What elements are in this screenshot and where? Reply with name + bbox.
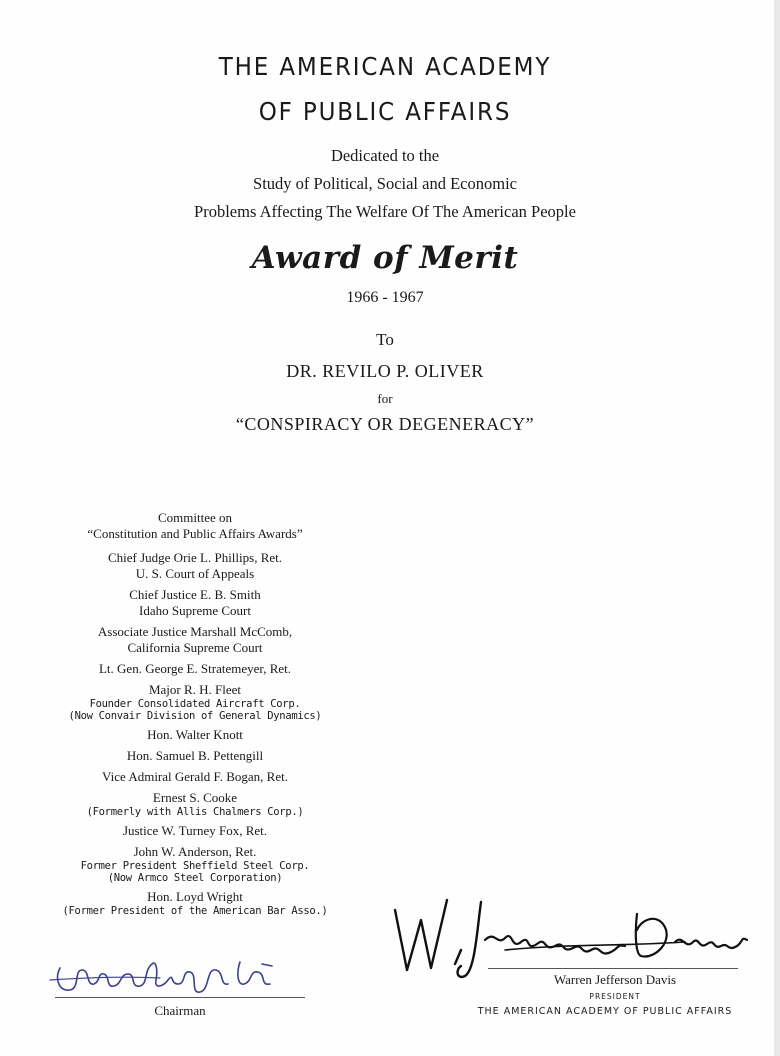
committee-member — [40, 769, 350, 785]
award-title: Award of Merit — [251, 240, 519, 276]
president-signature-line — [488, 968, 738, 969]
committee-member — [40, 550, 350, 582]
awarded-work: “CONSPIRACY OR DEGENERACY” — [235, 414, 535, 434]
member-name: Chief Justice E. B. Smith — [129, 587, 261, 602]
committee-member — [40, 748, 350, 764]
dedication-line3: Problems Affecting The Welfare Of The American People — [194, 202, 576, 221]
member-title: California Supreme Court — [127, 640, 263, 655]
member-name: Hon. Loyd Wright — [147, 889, 243, 904]
committee-heading-line1: Committee on — [157, 510, 233, 525]
chairman-label: Chairman — [154, 1003, 206, 1018]
president-organization: THE AMERICAN ACADEMY OF PUBLIC AFFAIRS — [477, 1006, 733, 1017]
committee-member — [40, 624, 350, 656]
member-note: Founder Consolidated Aircraft Corp. — [89, 698, 301, 710]
dedication-line2: Study of Political, Social and Economic — [253, 174, 517, 193]
member-name: Vice Admiral Gerald F. Bogan, Ret. — [102, 769, 288, 784]
president-title: PRESIDENT — [589, 992, 641, 1001]
member-title: U. S. Court of Appeals — [135, 566, 255, 581]
member-name: Associate Justice Marshall McComb, — [97, 624, 293, 639]
chairman-signature-line — [55, 997, 305, 998]
committee-member — [40, 727, 350, 743]
member-name: Lt. Gen. George E. Stratemeyer, Ret. — [98, 661, 291, 676]
committee-member — [40, 889, 350, 917]
member-name: John W. Anderson, Ret. — [133, 844, 257, 859]
member-name: Hon. Walter Knott — [147, 727, 243, 742]
member-name: Major R. H. Fleet — [148, 682, 242, 697]
member-name: Hon. Samuel B. Pettengill — [126, 748, 264, 763]
president-signature — [385, 880, 755, 980]
academy-title-line1: THE AMERICAN ACADEMY — [218, 52, 552, 81]
member-name: Ernest S. Cooke — [152, 790, 238, 805]
dedication — [0, 142, 770, 226]
chairman-signature — [40, 940, 310, 1000]
member-note: (Former President of the American Bar Asso.) — [62, 905, 328, 917]
recipient-name: DR. REVILO P. OLIVER — [286, 361, 484, 381]
committee-member — [40, 587, 350, 619]
member-title: Idaho Supreme Court — [139, 603, 251, 618]
dedication-line1: Dedicated to the — [330, 146, 440, 165]
committee-member — [40, 661, 350, 677]
member-note: (Formerly with Allis Chalmers Corp.) — [86, 806, 304, 818]
academy-title-line2: OF PUBLIC AFFAIRS — [258, 97, 512, 126]
committee-list — [40, 510, 350, 917]
committee-member — [40, 682, 350, 722]
member-name: Justice W. Turney Fox, Ret. — [122, 823, 268, 838]
member-note: (Now Convair Division of General Dynamics) — [68, 710, 322, 722]
president-name: Warren Jefferson Davis — [553, 972, 677, 987]
for-label: for — [377, 391, 393, 406]
to-label: To — [376, 330, 394, 349]
committee-heading-line2: “Constitution and Public Affairs Awards” — [87, 526, 303, 541]
member-name: Chief Judge Orie L. Phillips, Ret. — [107, 550, 283, 565]
award-years: 1966 - 1967 — [346, 289, 424, 306]
member-note: (Now Armco Steel Corporation) — [107, 872, 283, 884]
committee-member — [40, 844, 350, 884]
committee-member — [40, 823, 350, 839]
member-note: Former President Sheffield Steel Corp. — [80, 860, 310, 872]
committee-member — [40, 790, 350, 818]
